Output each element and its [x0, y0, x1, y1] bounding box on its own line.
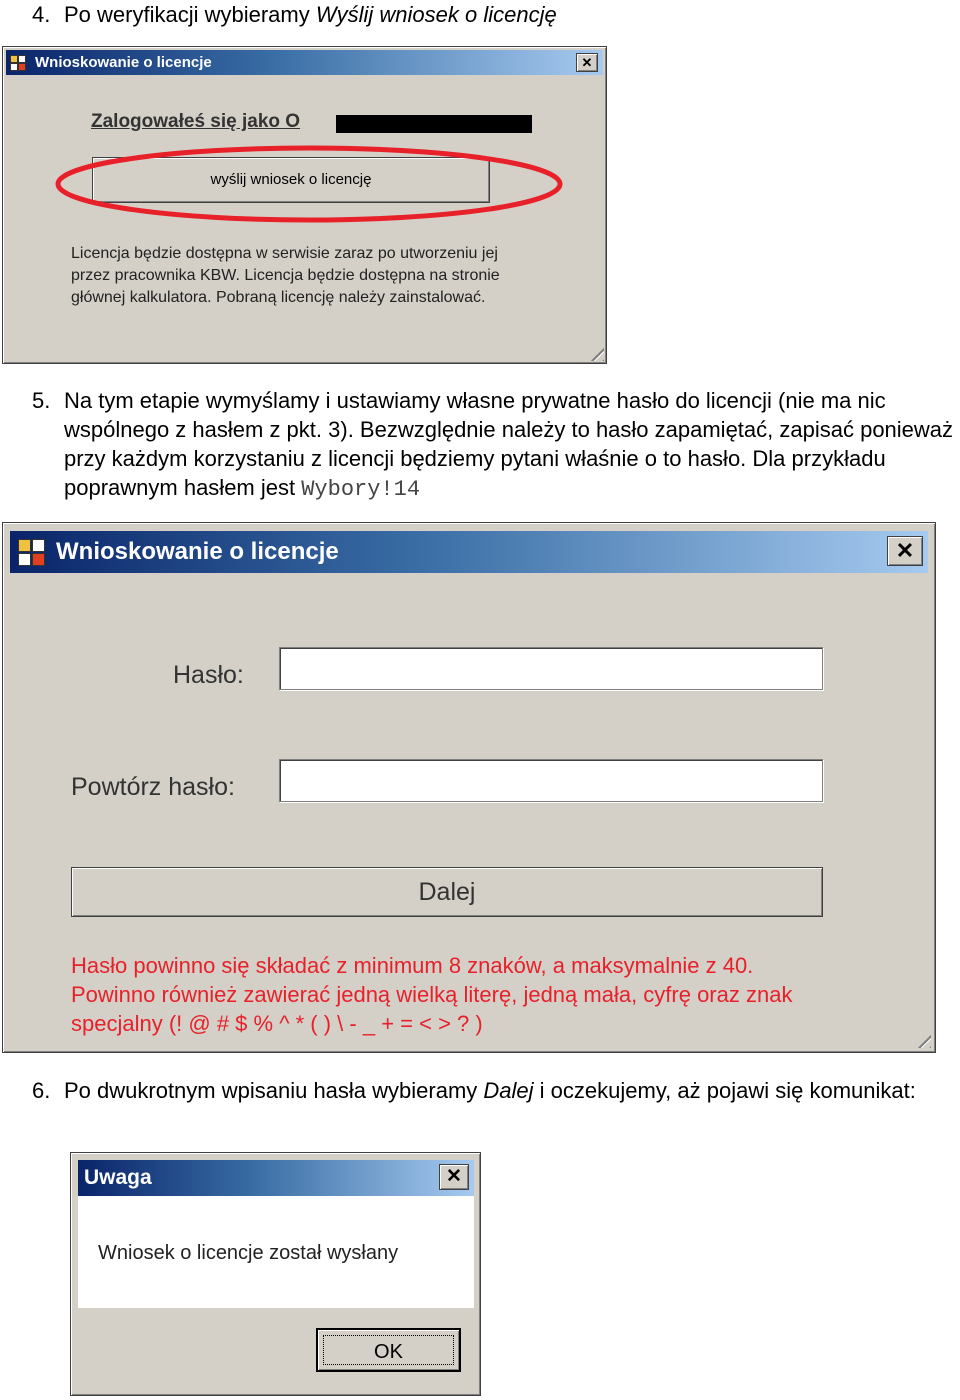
notice-message: Wniosek o licencje został wysłany [98, 1242, 399, 1264]
app-icon [18, 539, 46, 565]
step-5 [32, 386, 960, 504]
step-6 [32, 1076, 932, 1136]
license-info-text: Licencja będzie dostępna w serwisie zaraz po utworzeniu jej przez pracownika KBW. Licencja będzie dostępna na stronie głównej kalkulatora. Pobraną licencję należy zainstalować. [71, 245, 500, 306]
window-title: Uwaga [84, 1166, 152, 1189]
license-request-window [2, 46, 607, 364]
app-icon [10, 55, 27, 70]
example-password: Wybory!14 [301, 477, 421, 502]
next-button[interactable]: Dalej [71, 867, 823, 917]
step-emphasis: Wyślij wniosek o licencję [315, 2, 557, 27]
step-text: Po dwukrotnym wpisaniu hasła wybieramy Dalej i oczekujemy, aż pojawi się komunikat: [64, 1078, 916, 1103]
ok-label: OK [374, 1341, 403, 1363]
repeat-password-field[interactable] [279, 759, 823, 802]
close-button[interactable]: ✕ [439, 1164, 469, 1190]
password-field[interactable] [279, 647, 823, 690]
step-emphasis: Dalej [483, 1078, 534, 1103]
send-request-button[interactable]: wyślij wniosek o licencję [92, 157, 490, 203]
step-number: 4. [32, 2, 51, 27]
password-rules-text: Hasło powinno się składać z minimum 8 znaków, a maksymalnie z 40. Powinno również zawierać jedną wielką literę, jedną mała, cyfrę oraz znak specjalny (! @ # $ % ^ * ( ) \ - _ + = < > ? ) [71, 953, 793, 1036]
close-button[interactable]: ✕ [887, 536, 923, 566]
step-number: 5. [32, 388, 51, 413]
step-text: Po weryfikacji wybieramy Wyślij wniosek o licencję [64, 2, 557, 27]
resize-grip[interactable] [584, 341, 604, 361]
logged-in-label: Zalogowałeś się jako O [91, 111, 301, 132]
title-bar [6, 50, 603, 75]
step-text: Na tym etapie wymyślamy i ustawiamy własne prywatne hasło do licencji (nie ma nic wspólnego z hasłem z pkt. 3). Bezwzględnie należy to hasło zapamiętać, zapisać ponieważ przy każdym korzystaniu z licencji będziemy pytani właśnie o to hasło. Dla przykładu poprawnym hasłem jest Wybory!14 [64, 388, 954, 502]
step-4 [32, 0, 932, 30]
step-number: 6. [32, 1078, 51, 1103]
title-bar [10, 531, 928, 573]
ok-focus-outline [323, 1335, 454, 1365]
window-title: Wnioskowanie o licencje [56, 538, 339, 565]
notice-dialog [70, 1152, 481, 1396]
close-button[interactable]: ✕ [576, 53, 598, 72]
ok-button[interactable] [316, 1328, 461, 1372]
title-bar [78, 1160, 474, 1196]
password-label: Hasło: [173, 661, 244, 689]
message-area [78, 1196, 474, 1308]
repeat-password-label: Powtórz hasło: [71, 773, 235, 801]
resize-grip[interactable] [911, 1028, 931, 1048]
window-title: Wnioskowanie o licencje [35, 54, 212, 71]
password-window [2, 522, 936, 1053]
redaction-bar [336, 115, 532, 133]
